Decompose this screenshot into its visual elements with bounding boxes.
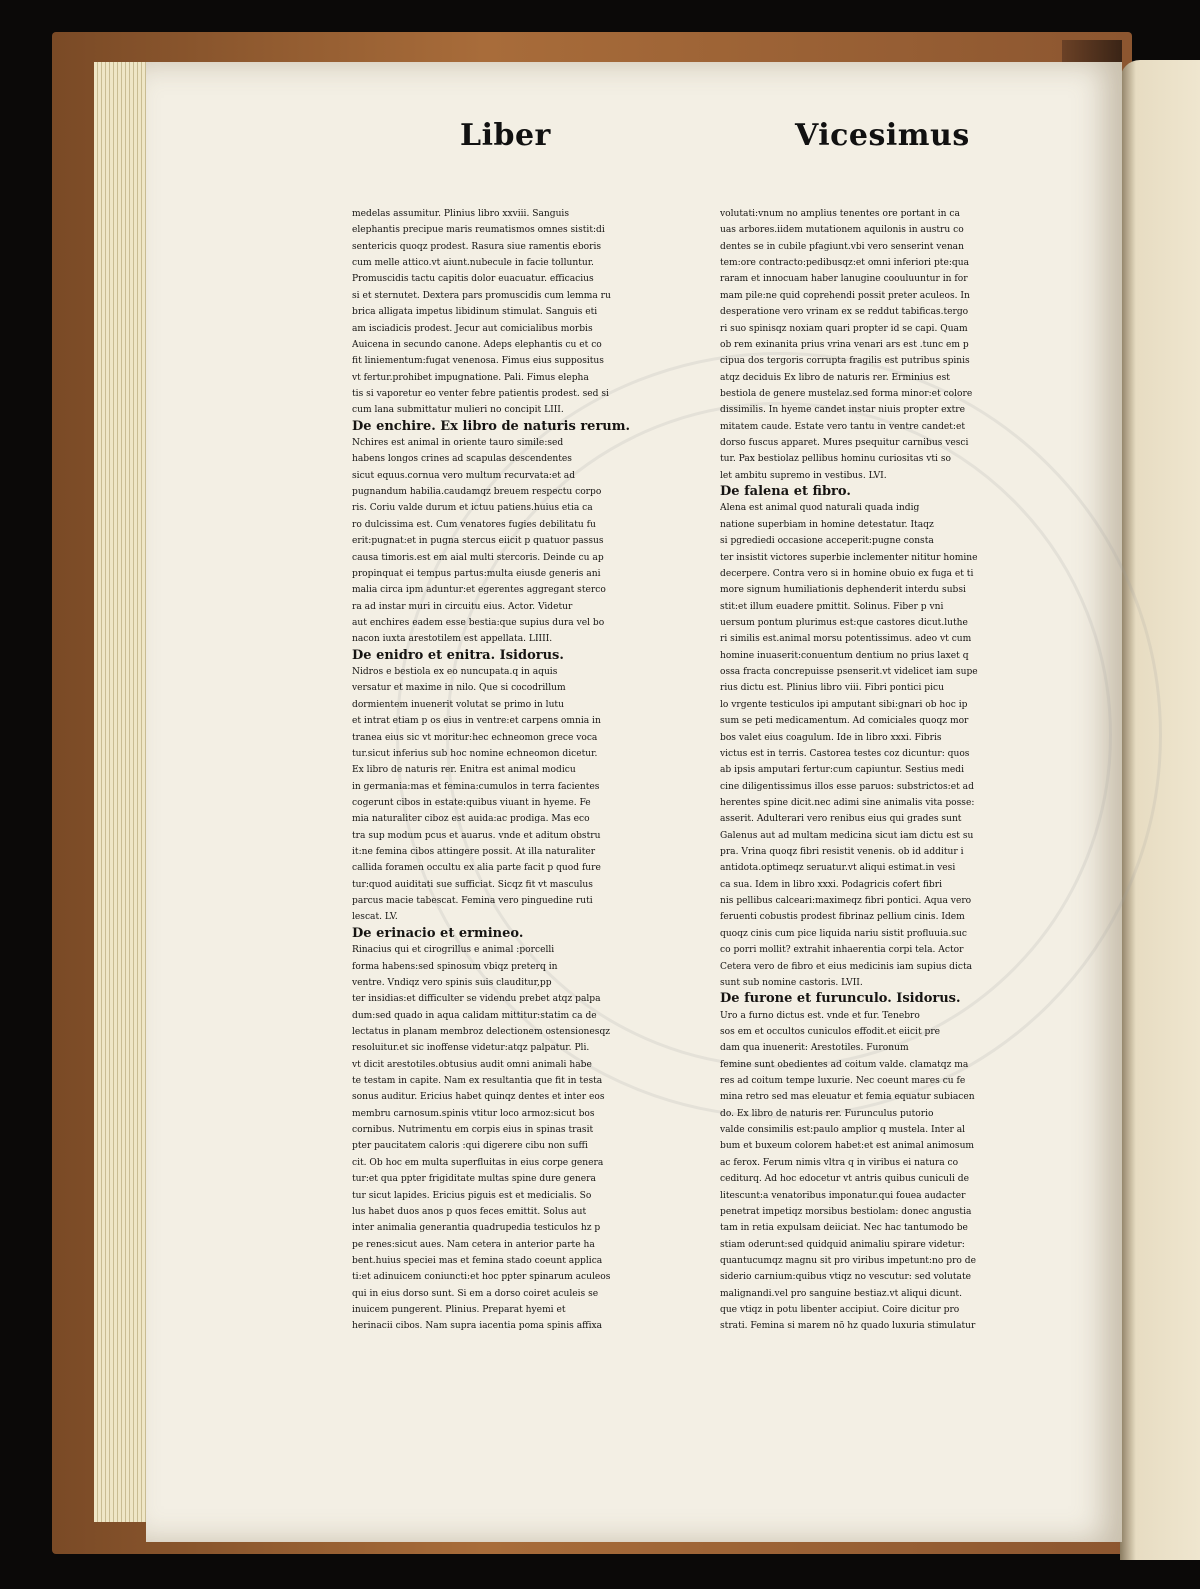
text-line: tam in retia expulsam deiiciat. Nec hac tantumodo be bbox=[720, 1223, 968, 1234]
text-line: De furone et furunculo. Isidorus. bbox=[720, 991, 961, 1007]
text-line: desperatione vero vrinam ex se reddut tabificas.tergo bbox=[720, 307, 969, 318]
text-line: Nidros e bestiola ex eo nuncupata.q in aquis bbox=[352, 667, 558, 678]
text-line: ossa fracta concrepuisse psenserit.vt videlicet iam supe bbox=[720, 667, 978, 678]
text-line: Nchires est animal in oriente tauro simile:sed bbox=[352, 438, 564, 449]
text-line: cipua dos tergoris corrupta fragilis est putribus spinis bbox=[720, 356, 970, 367]
text-line: dentes se in cubile pfagiunt.vbi vero senserint venan bbox=[720, 241, 964, 252]
text-line: tis si vaporetur eo venter febre patientis prodest. sed si bbox=[352, 388, 609, 399]
text-line: stit:et illum euadere pmittit. Solinus. Fiber p vni bbox=[720, 601, 944, 612]
text-line: Cetera vero de fibro et eius medicinis iam supius dicta bbox=[720, 961, 973, 972]
text-line: sos em et occultos cuniculos effodit.et eiicit pre bbox=[720, 1026, 941, 1037]
text-line: Auicena in secundo canone. Adeps elephantis cu et co bbox=[352, 339, 602, 350]
text-line: erit:pugnat:et in pugna stercus eiicit p quatuor passus bbox=[352, 536, 604, 547]
text-line: antidota.optimeqz seruatur.vt aliqui estimat.in vesi bbox=[720, 863, 956, 874]
text-line: si pgrediedi occasione acceperit:pugne consta bbox=[720, 536, 934, 547]
text-line: tranea eius sic vt moritur:hec echneomon grece voca bbox=[352, 732, 598, 743]
text-column-right bbox=[720, 206, 1026, 1335]
text-line: quantucumqz magnu sit pro viribus impetunt:no pro de bbox=[720, 1256, 976, 1266]
text-line: natione superbiam in homine detestatur. Itaqz bbox=[720, 519, 934, 530]
text-line: ro dulcissima est. Cum venatores fugies debilitatu fu bbox=[352, 519, 596, 530]
text-line: malia circa ipm aduntur:et egerentes aggregant sterco bbox=[352, 585, 606, 596]
text-line: raram et innocuam haber lanugine coouluuntur in for bbox=[720, 274, 968, 285]
text-line: dormientem inuenerit volutat se primo in lutu bbox=[352, 699, 564, 710]
text-line: Uro a furno dictus est. vnde et fur. Tenebro bbox=[720, 1010, 920, 1021]
text-line: cum lana submittatur mulieri no concipit LIII. bbox=[352, 405, 564, 416]
text-line: mam pile:ne quid coprehendi possit preter aculeos. In bbox=[720, 290, 970, 301]
text-line: sum se peti medicamentum. Ad comiciales quoqz mor bbox=[720, 716, 969, 727]
text-column-left bbox=[352, 206, 658, 1335]
text-line: que vtiqz in potu libenter accipiut. Coire dicitur pro bbox=[720, 1305, 960, 1316]
text-line: ra ad instar muri in circuitu eius. Actor. Videtur bbox=[352, 601, 573, 612]
text-line: pra. Vrina quoqz fibri resistit venenis. ob id additur i bbox=[720, 847, 964, 858]
text-line: mitatem caude. Estate vero tantu in ventre candet:et bbox=[720, 421, 966, 432]
text-line: mina retro sed mas eleuatur et femia equatur subiacen bbox=[720, 1092, 975, 1103]
text-line: Rinacius qui et cirogrillus e animal :porcelli bbox=[352, 945, 555, 956]
text-line: ris. Coriu valde durum et ictuu patiens.huius etia ca bbox=[352, 503, 593, 514]
text-line: vt dicit arestotiles.obtusius audit omni animali habe bbox=[352, 1059, 592, 1070]
text-line: lo vrgente testiculos ipi amputant sibi:gnari ob hoc ip bbox=[720, 699, 968, 710]
text-line: tur sicut lapides. Ericius piguis est et medicialis. So bbox=[352, 1190, 592, 1201]
text-line: let ambitu supremo in vestibus. LVI. bbox=[720, 470, 887, 481]
text-line: inter animalia generantia quadrupedia testiculos hz p bbox=[352, 1223, 601, 1234]
text-line: tur. Pax bestiolaz pellibus hominu curiositas vti so bbox=[720, 454, 951, 465]
text-line: tur.sicut inferius sub hoc nomine echneomon dicetur. bbox=[352, 748, 598, 759]
text-line: do. Ex libro de naturis rer. Furunculus putorio bbox=[720, 1108, 934, 1119]
text-line: bent.huius speciei mas et femina stado coeunt applica bbox=[352, 1256, 603, 1266]
text-line: causa timoris.est em aial multi stercoris. Deinde cu ap bbox=[352, 552, 604, 563]
text-line: propinquat ei tempus partus:multa eiusde generis ani bbox=[352, 568, 601, 579]
text-line: cornibus. Nutrimentu em corpis eius in spinas trasit bbox=[352, 1125, 594, 1136]
running-header-right: Vicesimus bbox=[795, 118, 970, 153]
text-line: nacon iuxta arestotilem est appellata. LIIII. bbox=[352, 634, 553, 645]
text-line: tra sup modum pcus et auarus. vnde et aditum obstru bbox=[352, 830, 601, 841]
text-line: cum melle attico.vt aiunt.nubecule in facie tolluntur. bbox=[352, 258, 594, 269]
text-line: ri suo spinisqz noxiam quari propter id se capi. Quam bbox=[720, 323, 968, 334]
text-line: Alena est animal quod naturali quada indig bbox=[720, 503, 920, 514]
text-line: herinacii cibos. Nam supra iacentia poma spinis affixa bbox=[352, 1321, 603, 1332]
text-line: malignandi.vel pro sanguine bestiaz.vt aliqui dicunt. bbox=[720, 1288, 962, 1299]
text-line: dam qua inuenerit: Arestotiles. Furonum bbox=[720, 1043, 909, 1054]
text-line: lescat. LV. bbox=[352, 912, 398, 923]
text-line: bum et buxeum colorem habet:et est animal animosum bbox=[720, 1141, 975, 1152]
text-line: strati. Femina si marem nō hz quado luxuria stimulatur bbox=[720, 1321, 976, 1332]
text-line: callida foramen occultu ex alia parte facit p quod fure bbox=[352, 863, 601, 874]
text-line: ri similis est.animal morsu potentissimus. adeo vt cum bbox=[720, 634, 972, 645]
text-line: uas arbores.iidem mutationem aquilonis in austru co bbox=[720, 225, 964, 236]
text-line: bestiola de genere mustelaz.sed forma minor:et colore bbox=[720, 388, 973, 399]
text-line: dorso fuscus apparet. Mures psequitur carnibus vesci bbox=[720, 438, 969, 449]
text-line: qui in eius dorso sunt. Si em a dorso coiret aculeis se bbox=[352, 1288, 599, 1299]
text-line: herentes spine dicit.nec adimi sine animalis vita posse: bbox=[720, 797, 975, 808]
text-line: nis pellibus calceari:maximeqz fibri pontici. Aqua vero bbox=[720, 896, 972, 907]
text-line: si et sternutet. Dextera pars promuscidis cum lemma ru bbox=[352, 290, 611, 301]
text-line: tur:quod auiditati sue sufficiat. Sicqz fit vt masculus bbox=[352, 879, 593, 890]
text-line: aut enchires eadem esse bestia:que supius dura vel bo bbox=[352, 617, 605, 628]
text-line: inuicem pungerent. Plinius. Preparat hyemi et bbox=[352, 1305, 566, 1316]
text-line: ob rem exinanita prius vrina venari ars est .tunc em p bbox=[720, 339, 969, 350]
text-line: sonus auditur. Ericius habet quinqz dentes et inter eos bbox=[352, 1092, 605, 1103]
text-line: cediturq. Ad hoc edocetur vt antris quibus cuniculi de bbox=[720, 1174, 969, 1185]
text-line: cit. Ob hoc em multa superfluitas in eius corpe genera bbox=[352, 1157, 604, 1168]
text-line: tem:ore contracto:pedibusqz:et omni inferiori pte:qua bbox=[720, 258, 969, 269]
text-line: rius dictu est. Plinius libro viii. Fibri pontici picu bbox=[720, 683, 944, 694]
text-line: resoluitur.et sic inoffense videtur:atqz palpatur. Pli. bbox=[352, 1043, 590, 1054]
text-line: ter insistit victores superbie inclementer nititur homine bbox=[720, 552, 978, 563]
text-line: res ad coitum tempe luxurie. Nec coeunt mares cu fe bbox=[720, 1076, 966, 1087]
text-line: pugnandum habilia.caudamqz breuem respectu corpo bbox=[352, 487, 602, 498]
text-line: penetrat impetiqz morsibus bestiolam: donec angustia bbox=[720, 1206, 972, 1217]
text-line: volutati:vnum no amplius tenentes ore portant in ca bbox=[720, 209, 960, 219]
text-line: dissimilis. In hyeme candet instar niuis propter extre bbox=[720, 405, 965, 416]
text-line: vt fertur.prohibet impugnatione. Pali. Fimus elepha bbox=[352, 372, 589, 383]
text-line: feruenti cobustis prodest fibrinaz pellium cinis. Idem bbox=[720, 912, 965, 923]
text-line: sentericis quoqz prodest. Rasura siue ramentis eboris bbox=[352, 241, 602, 252]
text-line: tur:et qua ppter frigiditate multas spine dure genera bbox=[352, 1174, 596, 1185]
text-line: fit liniementum:fugat venenosa. Fimus eius suppositus bbox=[352, 356, 604, 367]
text-line: pe renes:sicut aues. Nam cetera in anterior parte ha bbox=[352, 1239, 595, 1250]
text-line: habens longos crines ad scapulas descendentes bbox=[352, 454, 572, 465]
text-line: te testam in capite. Nam ex resultantia que fit in testa bbox=[352, 1076, 603, 1087]
text-line: decerpere. Contra vero si in homine obuio ex fuga et ti bbox=[720, 568, 974, 579]
text-line: ti:et adinuicem coniuncti:et hoc ppter spinarum aculeos bbox=[352, 1272, 611, 1283]
text-line: valde consimilis est:paulo amplior q mustela. Inter al bbox=[720, 1125, 966, 1136]
text-line: litescunt:a venatoribus imponatur.qui fouea audacter bbox=[720, 1190, 966, 1201]
text-line: mia naturaliter ciboz est auida:ac prodiga. Mas eco bbox=[352, 814, 590, 825]
text-line: De falena et fibro. bbox=[720, 484, 851, 500]
text-line: victus est in terris. Castorea testes coz dicuntur: quos bbox=[720, 748, 970, 759]
text-line: sunt sub nomine castoris. LVII. bbox=[720, 977, 863, 988]
text-line: atqz deciduis Ex libro de naturis rer. Erminius est bbox=[720, 372, 950, 383]
text-line: parcus macie tabescat. Femina vero pinguedine ruti bbox=[352, 896, 593, 907]
text-line: bos valet eius coagulum. Ide in libro xxxi. Fibris bbox=[720, 732, 942, 743]
text-line: elephantis precipue maris reumatismos omnes sistit:di bbox=[352, 225, 605, 236]
text-line: ter insidias:et difficulter se videndu prebet atqz palpa bbox=[352, 994, 601, 1005]
text-line: membru carnosum.spinis vtitur loco armoz:sicut bos bbox=[352, 1108, 595, 1119]
text-line: De enidro et enitra. Isidorus. bbox=[352, 647, 564, 663]
text-line: quoqz cinis cum pice liquida nariu sistit profluuia.suc bbox=[720, 928, 967, 939]
text-line: De enchire. Ex libro de naturis rerum. bbox=[352, 418, 631, 434]
text-line: pter paucitatem caloris :qui digerere cibu non suffi bbox=[352, 1141, 588, 1152]
text-line: forma habens:sed spinosum vbiqz preterq in bbox=[352, 961, 558, 972]
text-line: more signum humiliationis dephenderit interdu subsi bbox=[720, 585, 966, 596]
text-line: in germania:mas et femina:cumulos in terra facientes bbox=[352, 781, 600, 792]
text-line: brica alligata impetus libidinum stimulat. Sanguis eti bbox=[352, 307, 598, 318]
text-line: Ex libro de naturis rer. Enitra est animal modicu bbox=[352, 765, 576, 776]
text-line: lus habet duos anos p quos feces emittit. Solus aut bbox=[352, 1206, 587, 1217]
text-line: femine sunt obedientes ad coitum valde. clamatqz ma bbox=[720, 1059, 969, 1070]
text-line: medelas assumitur. Plinius libro xxviii. Sanguis bbox=[352, 209, 570, 219]
text-line: et intrat etiam p os eius in ventre:et carpens omnia in bbox=[352, 716, 601, 727]
text-line: cine diligentissimus illos esse paruos: substrictos:et ad bbox=[720, 781, 974, 792]
text-line: cogerunt cibos in estate:quibus viuant in hyeme. Fe bbox=[352, 797, 591, 808]
text-line: asserit. Adulterari vero renibus eius qui grades sunt bbox=[720, 814, 962, 825]
text-line: sicut equus.cornua vero multum recurvata:et ad bbox=[352, 470, 576, 481]
text-line: De erinacio et ermineo. bbox=[352, 925, 524, 941]
text-line: ventre. Vndiqz vero spinis suis clauditur,pp bbox=[352, 977, 552, 988]
text-line: co porri mollit? extrahit inhaerentia corpi tela. Actor bbox=[720, 945, 964, 956]
text-line: stiam oderunt:sed quidquid animaliu spirare videtur: bbox=[720, 1239, 965, 1250]
text-line: lectatus in planam membroz delectionem ostensionesqz bbox=[352, 1026, 611, 1037]
text-line: dum:sed quado in aqua calidam mittitur:statim ca de bbox=[352, 1010, 597, 1021]
text-line: am isciadicis prodest. Jecur aut comicialibus morbis bbox=[352, 323, 593, 334]
text-line: ac ferox. Ferum nimis vltra q in viribus ei natura co bbox=[720, 1157, 959, 1168]
text-line: ab ipsis amputari fertur:cum capiuntur. Sestius medi bbox=[720, 765, 965, 776]
text-line: siderio carnium:quibus vtiqz no vescutur: sed volutate bbox=[720, 1272, 972, 1283]
text-line: homine inuaserit:conuentum dentium no prius laxet q bbox=[720, 650, 969, 661]
text-line: uersum pontum plurimus est:que castores dicut.luthe bbox=[720, 617, 968, 628]
text-line: Galenus aut ad multam medicina sicut iam dictu est su bbox=[720, 830, 974, 841]
text-line: ca sua. Idem in libro xxxi. Podagricis cofert fibri bbox=[720, 879, 942, 890]
running-header-left: Liber bbox=[460, 118, 551, 153]
text-line: versatur et maxime in nilo. Que si cocodrillum bbox=[352, 683, 566, 694]
text-line: it:ne femina cibos attingere possit. At illa naturaliter bbox=[352, 847, 596, 858]
text-line: Promuscidis tactu capitis dolor euacuatur. efficacius bbox=[352, 274, 594, 285]
